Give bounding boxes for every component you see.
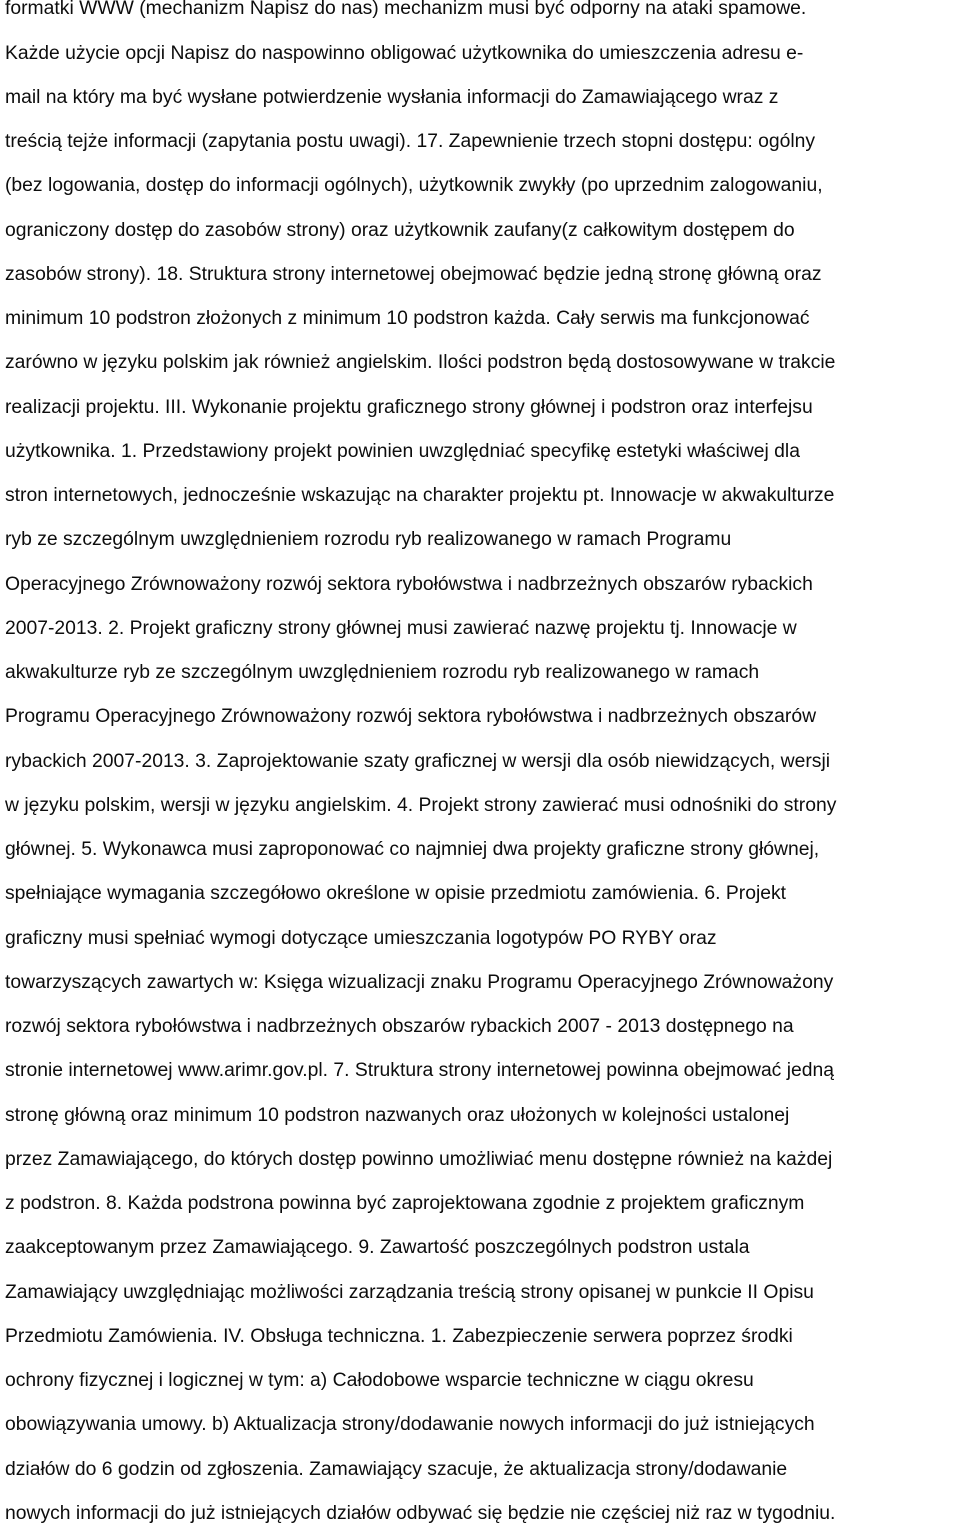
text-line: Operacyjnego Zrównoważony rozwój sektora rybołówstwa i nadbrzeżnych obszarów rybackich [5, 573, 813, 595]
text-line: akwakulturze ryb ze szczególnym uwzględnieniem rozrodu ryb realizowanego w ramach [5, 661, 760, 683]
text-line: Każde użycie opcji Napisz do naspowinno obligować użytkownika do umieszczenia adresu e- [5, 42, 804, 64]
text-line: realizacji projektu. III. Wykonanie projektu graficznego strony głównej i podstron oraz interfejsu [5, 396, 813, 418]
text-line: nowych informacji do już istniejących działów odbywać się będzie nie częściej niż raz w tygodniu. [5, 1502, 836, 1524]
text-line: z podstron. 8. Każda podstrona powinna być zaprojektowana zgodnie z projektem graficznym [5, 1192, 805, 1214]
text-line: Przedmiotu Zamówienia. IV. Obsługa techniczna. 1. Zabezpieczenie serwera poprzez środki [5, 1325, 793, 1347]
text-line: zasobów strony). 18. Struktura strony internetowej obejmować będzie jedną stronę główną oraz [5, 263, 822, 285]
text-line: mail na który ma być wysłane potwierdzenie wysłania informacji do Zamawiającego wraz z [5, 86, 779, 108]
text-line: ochrony fizycznej i logicznej w tym: a) Całodobowe wsparcie techniczne w ciągu okresu [5, 1369, 754, 1391]
text-line: działów do 6 godzin od zgłoszenia. Zamawiający szacuje, że aktualizacja strony/dodawanie [5, 1458, 788, 1480]
text-line: rybackich 2007-2013. 3. Zaprojektowanie szaty graficznej w wersji dla osób niewidzących, wersji [5, 750, 831, 772]
text-line: (bez logowania, dostęp do informacji ogólnych), użytkownik zwykły (po uprzednim zalogowaniu, [5, 174, 823, 196]
text-line: w języku polskim, wersji w języku angielskim. 4. Projekt strony zawierać musi odnośniki do strony [5, 794, 837, 816]
text-line: Zamawiający uwzględniając możliwości zarządzania treścią strony opisanej w punkcie II Opisu [5, 1281, 814, 1303]
text-line: stron internetowych, jednocześnie wskazując na charakter projektu pt. Innowacje w akwakulturze [5, 484, 835, 506]
text-line: graficzny musi spełniać wymogi dotyczące umieszczania logotypów PO RYBY oraz [5, 927, 717, 949]
text-line: stronę główną oraz minimum 10 podstron nazwanych oraz ułożonych w kolejności ustalonej [5, 1104, 790, 1126]
text-line: formatki WWW (mechanizm Napisz do nas) mechanizm musi być odporny na ataki spamowe. [5, 0, 807, 19]
text-line: Programu Operacyjnego Zrównoważony rozwój sektora rybołówstwa i nadbrzeżnych obszarów [5, 705, 817, 727]
text-line: minimum 10 podstron złożonych z minimum 10 podstron każda. Cały serwis ma funkcjonować [5, 307, 810, 329]
text-line: spełniające wymagania szczegółowo określone w opisie przedmiotu zamówienia. 6. Projekt [5, 882, 787, 904]
text-line: towarzyszących zawartych w: Księga wizualizacji znaku Programu Operacyjnego Zrównoważony [5, 971, 834, 993]
text-line: 2007-2013. 2. Projekt graficzny strony głównej musi zawierać nazwę projektu tj. Innowacje w [5, 617, 797, 639]
text-line: obowiązywania umowy. b) Aktualizacja strony/dodawanie nowych informacji do już istniejących [5, 1413, 815, 1435]
text-line: przez Zamawiającego, do których dostęp powinno umożliwiać menu dostępne również na każdej [5, 1148, 833, 1170]
text-line: głównej. 5. Wykonawca musi zaproponować co najmniej dwa projekty graficzne strony głównej, [5, 838, 820, 860]
text-line: zaakceptowanym przez Zamawiającego. 9. Zawartość poszczególnych podstron ustala [5, 1236, 750, 1258]
text-line: stronie internetowej www.arimr.gov.pl. 7. Struktura strony internetowej powinna obejmować jedną [5, 1059, 835, 1081]
text-line: treścią tejże informacji (zapytania postu uwagi). 17. Zapewnienie trzech stopni dostępu: ogólny [5, 130, 816, 152]
text-line: ryb ze szczególnym uwzględnieniem rozrodu ryb realizowanego w ramach Programu [5, 528, 732, 550]
text-line: zarówno w języku polskim jak również angielskim. Ilości podstron będą dostosowywane w trakcie [5, 351, 836, 373]
text-line: ograniczony dostęp do zasobów strony) oraz użytkownik zaufany(z całkowitym dostępem do [5, 219, 795, 241]
text-line: użytkownika. 1. Przedstawiony projekt powinien uwzględniać specyfikę estetyki właściwej dla [5, 440, 800, 462]
text-line: rozwój sektora rybołówstwa i nadbrzeżnych obszarów rybackich 2007 - 2013 dostępnego na [5, 1015, 794, 1037]
